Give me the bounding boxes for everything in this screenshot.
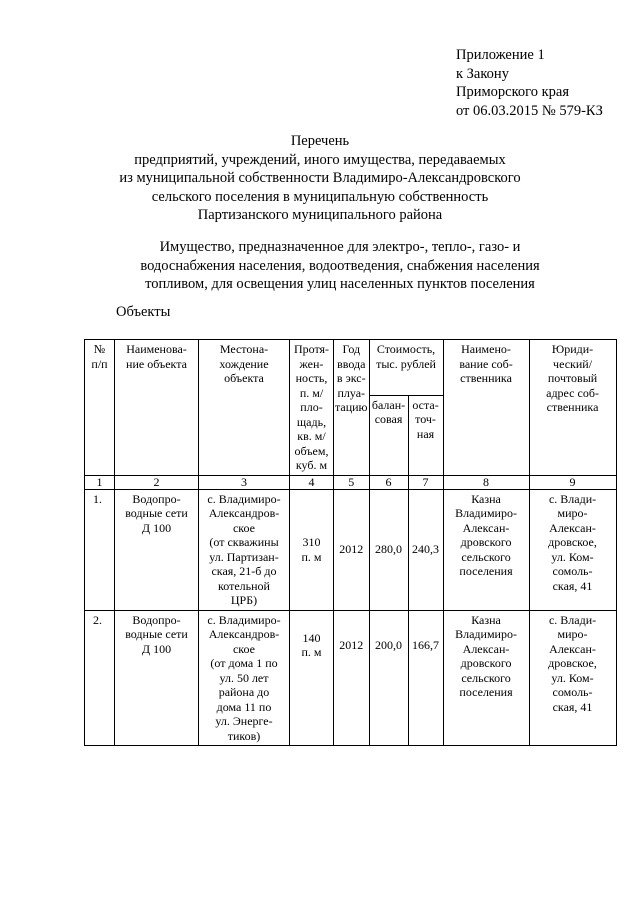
title-line: Перечень (290, 133, 350, 149)
header-num: № п/п (85, 340, 115, 476)
objects-table (84, 339, 617, 746)
cell-owner: Казна Владимиро- Алексан- дровского сельского поселения (443, 610, 529, 746)
cell-residual: 166,7 (408, 610, 443, 746)
column-number: 5 (334, 475, 370, 489)
table-header (85, 340, 617, 490)
cell-length: 310 п. м (290, 489, 334, 610)
subtitle-line: Имущество, предназначенное для электро-, тепло-, газо- и (159, 239, 521, 255)
column-number: 2 (115, 475, 199, 489)
subtitle-line: топливом, для освещения улиц населенных пунктов поселения (145, 276, 535, 292)
title-line: сельского поселения в муниципальную собственность (151, 188, 489, 205)
table-row (85, 489, 617, 610)
cell-balance: 200,0 (369, 610, 408, 746)
cell-length: 140 п. м (290, 610, 334, 746)
column-number: 8 (443, 475, 529, 489)
annex-line: от 06.03.2015 № 579-КЗ (456, 102, 603, 119)
title-line: Партизанского муниципального района (197, 207, 443, 223)
column-number: 7 (408, 475, 443, 489)
cell-balance: 280,0 (369, 489, 408, 610)
annex-line: Приложение 1 (456, 47, 545, 63)
column-number: 6 (369, 475, 408, 489)
header-cost-balance: балан- совая (369, 395, 408, 475)
annex-line: Приморского края (456, 84, 570, 100)
annex-header (456, 46, 603, 120)
subtitle-line: водоснабжения населения, водоотведения, снабжения населения (140, 257, 540, 274)
cell-location: с. Владимиро- Александров- ское (от скважины ул. Партизан- ская, 21-б до котельной ЦРБ) (199, 489, 290, 610)
column-number: 3 (199, 475, 290, 489)
header-address: Юриди- ческий/ почтовый адрес соб- ственника (529, 340, 616, 476)
document-subtitle (0, 238, 640, 294)
column-number: 1 (85, 475, 115, 489)
cell-name: Водопро- водные сети Д 100 (115, 489, 199, 610)
cell-residual: 240,3 (408, 489, 443, 610)
table-row (85, 610, 617, 746)
document-title (0, 132, 640, 225)
cell-year: 2012 (334, 489, 370, 610)
cell-address: с. Влади- миро- Алексан- дровское, ул. Ком- сомоль- ская, 41 (529, 610, 616, 746)
cell-address: с. Влади- миро- Алексан- дровское, ул. Ком- сомоль- ская, 41 (529, 489, 616, 610)
cell-num: 1. (85, 489, 115, 610)
title-line: предприятий, учреждений, иного имущества, передаваемых (134, 151, 506, 168)
title-line: из муниципальной собственности Владимиро-Александровского (119, 170, 521, 186)
header-length: Протя- жен- ность, п. м/ пло- щадь, кв. м/ объем, куб. м (290, 340, 334, 476)
header-cost-residual: оста- точ- ная (408, 395, 443, 475)
cell-owner: Казна Владимиро- Алексан- дровского сельского поселения (443, 489, 529, 610)
header-year: Год ввода в экс- плуа- тацию (334, 340, 370, 476)
header-location: Местона- хождение объекта (199, 340, 290, 476)
cell-location: с. Владимиро- Александров- ское (от дома 1 по ул. 50 лет района до дома 11 по ул. Энерге- тиков) (199, 610, 290, 746)
annex-line: к Закону (456, 65, 509, 82)
cell-name: Водопро- водные сети Д 100 (115, 610, 199, 746)
column-number-row (85, 475, 617, 489)
cell-year: 2012 (334, 610, 370, 746)
header-name: Наименова- ние объекта (115, 340, 199, 476)
header-owner: Наимено- вание соб- ственника (443, 340, 529, 476)
table-body (85, 489, 617, 746)
section-label: Объекты (116, 304, 171, 320)
cell-num: 2. (85, 610, 115, 746)
column-number: 4 (290, 475, 334, 489)
column-number: 9 (529, 475, 616, 489)
header-cost: Стоимость, тыс. рублей (369, 340, 443, 396)
